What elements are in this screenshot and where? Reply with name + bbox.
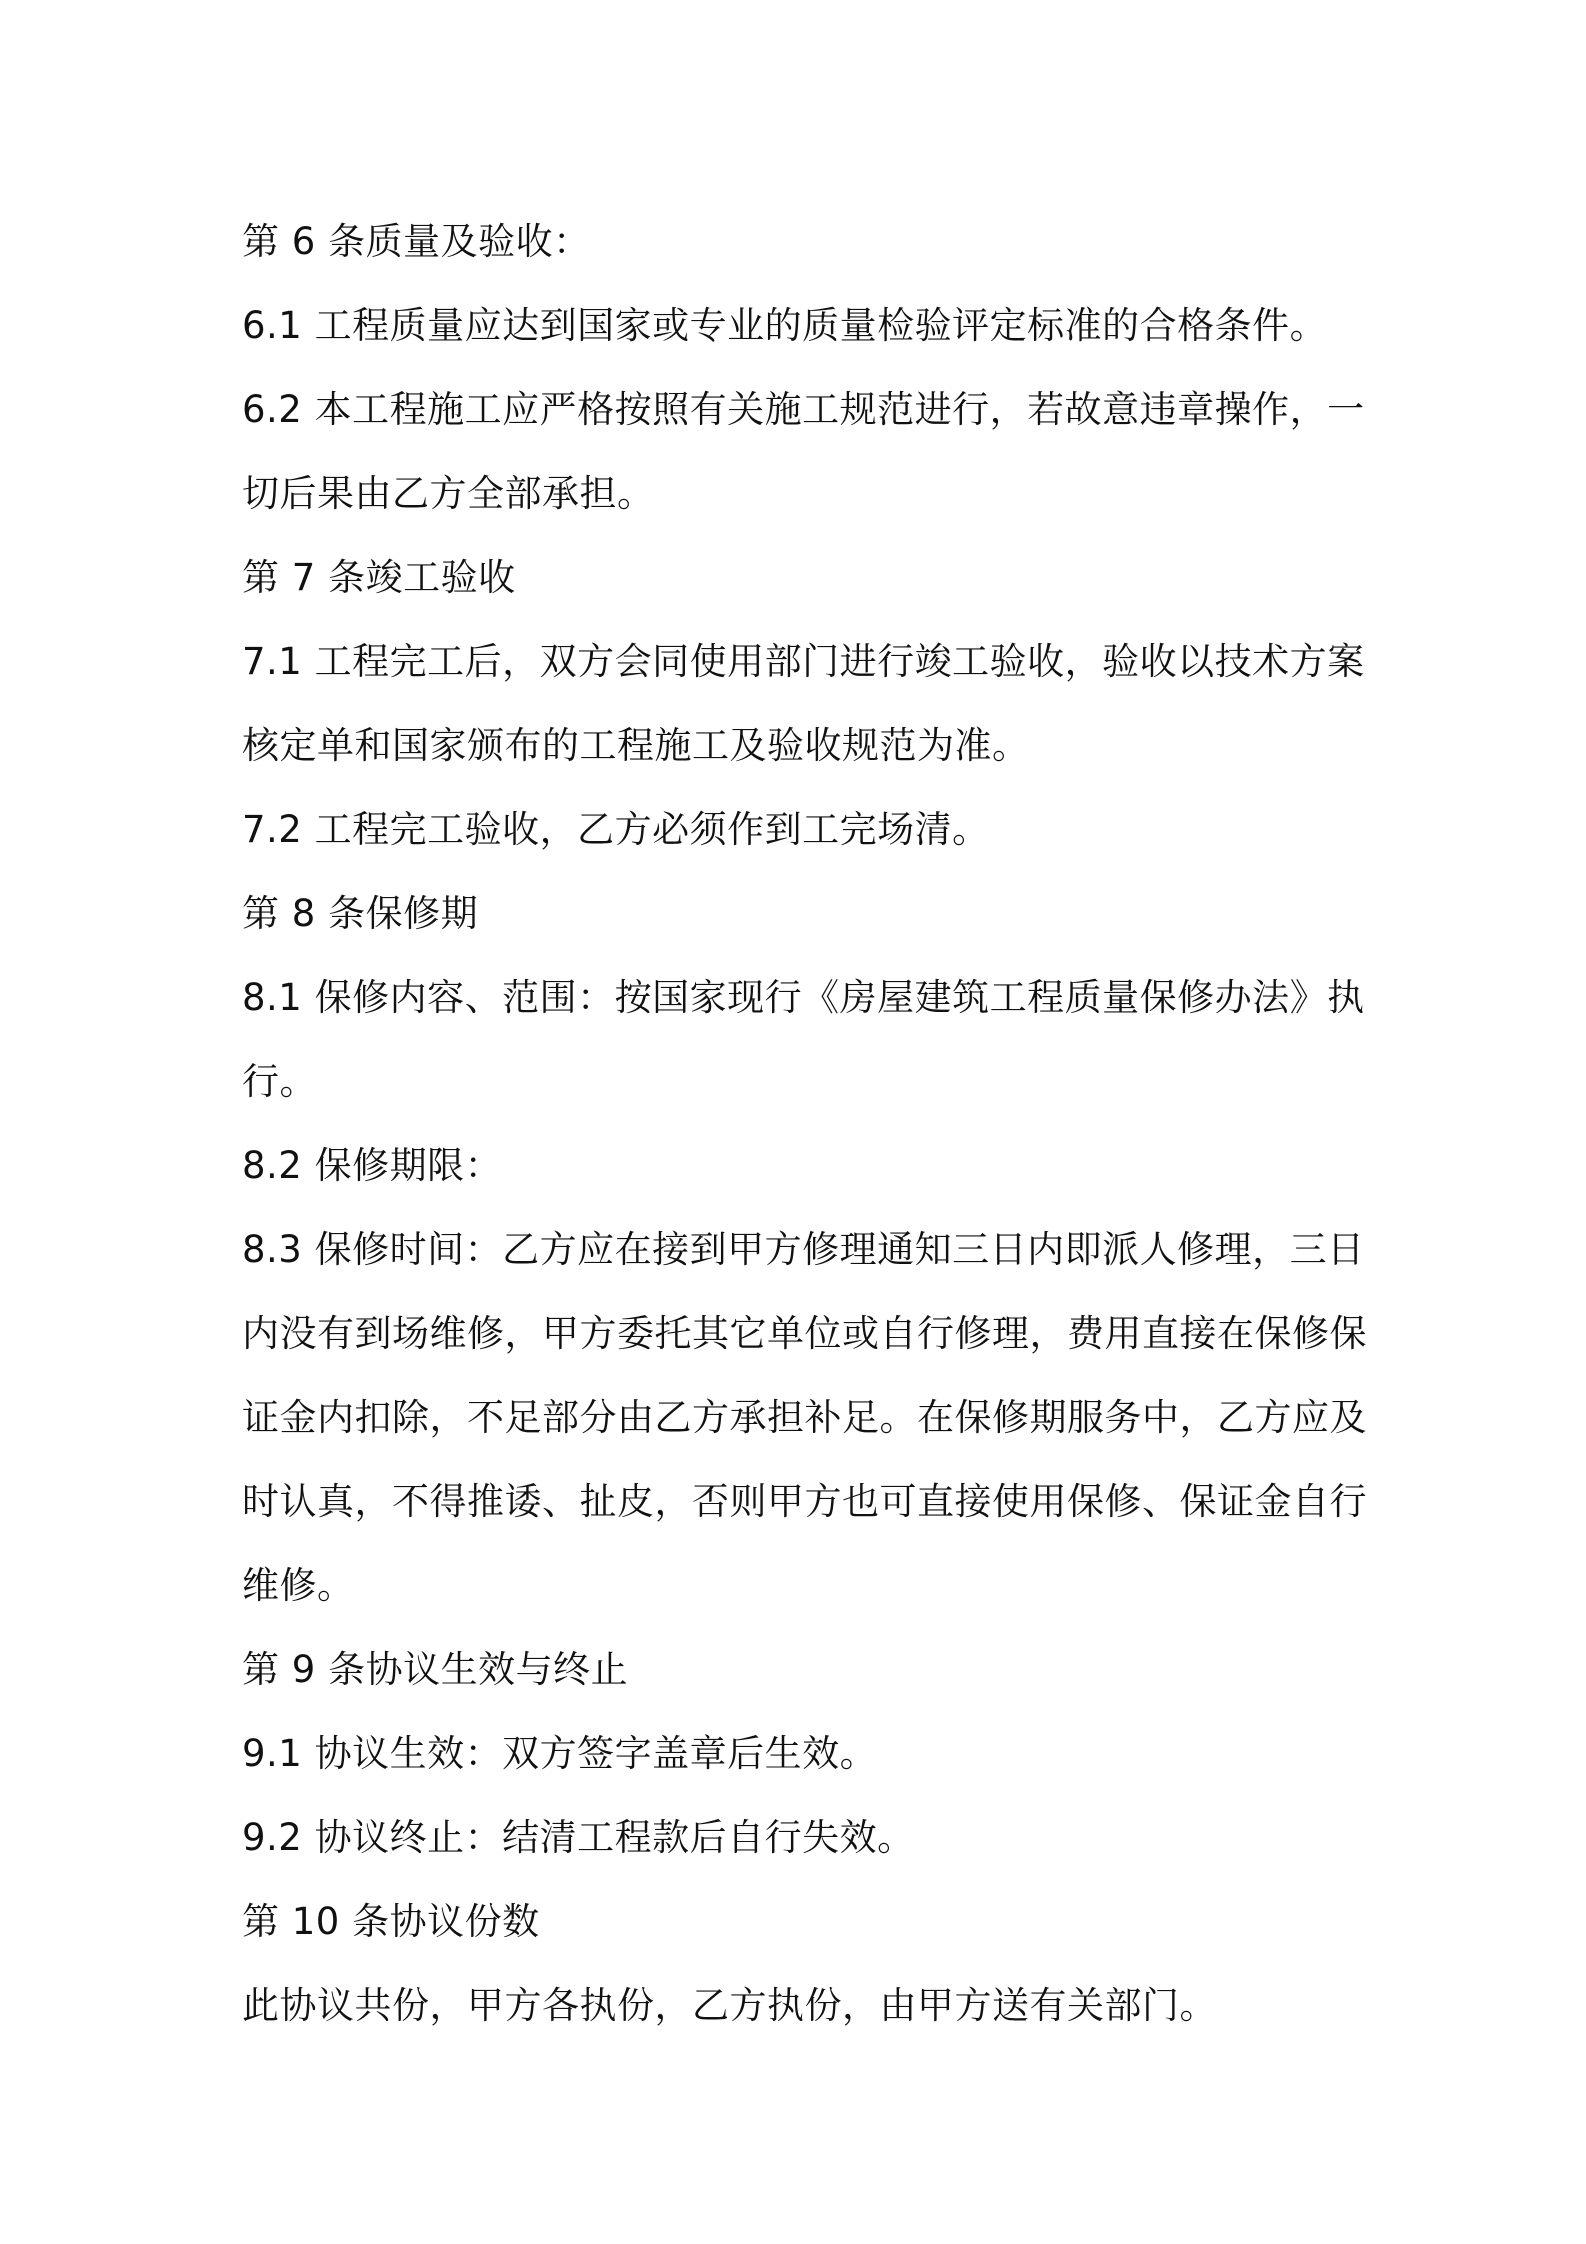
clause-8-3-line-3: 证金内扣除，不足部分由乙方承担补足。在保修期服务中，乙方应及 [242,1396,1367,1439]
clause-9-1: 9.1 协议生效：双方签字盖章后生效。 [242,1732,878,1775]
article-10-heading: 第 10 条协议份数 [242,1900,540,1943]
clause-6-2-line-2: 切后果由乙方全部承担。 [242,472,655,515]
article-9-heading: 第 9 条协议生效与终止 [242,1648,629,1691]
clause-7-2: 7.2 工程完工验收，乙方必须作到工完场清。 [242,808,990,851]
clause-8-3-line-1: 8.3 保修时间：乙方应在接到甲方修理通知三日内即派人修理，三日 [242,1228,1365,1271]
clause-8-3-line-4: 时认真，不得推诿、扯皮，否则甲方也可直接使用保修、保证金自行 [242,1480,1367,1523]
clause-8-2: 8.2 保修期限： [242,1144,503,1187]
clause-6-2-line-1: 6.2 本工程施工应严格按照有关施工规范进行，若故意违章操作，一 [242,388,1365,431]
clause-7-1-line-1: 7.1 工程完工后，双方会同使用部门进行竣工验收，验收以技术方案 [242,640,1365,683]
article-8-heading: 第 8 条保修期 [242,892,479,935]
clause-9-2: 9.2 协议终止：结清工程款后自行失效。 [242,1816,915,1859]
article-7-heading: 第 7 条竣工验收 [242,556,516,599]
document-body [242,200,1372,2048]
clause-8-3-line-2: 内没有到场维修，甲方委托其它单位或自行修理，费用直接在保修保 [242,1312,1367,1355]
article-6-heading: 第 6 条质量及验收： [242,220,591,263]
clause-8-1-line-1: 8.1 保修内容、范围：按国家现行《房屋建筑工程质量保修办法》执 [242,976,1365,1019]
clause-8-1-line-2: 行。 [242,1060,317,1103]
clause-7-1-line-2: 核定单和国家颁布的工程施工及验收规范为准。 [242,724,1030,767]
clause-6-1: 6.1 工程质量应达到国家或专业的质量检验评定标准的合格条件。 [242,304,1328,347]
clause-8-3-line-5: 维修。 [242,1564,355,1607]
article-10-text: 此协议共份，甲方各执份，乙方执份，由甲方送有关部门。 [242,1984,1217,2027]
